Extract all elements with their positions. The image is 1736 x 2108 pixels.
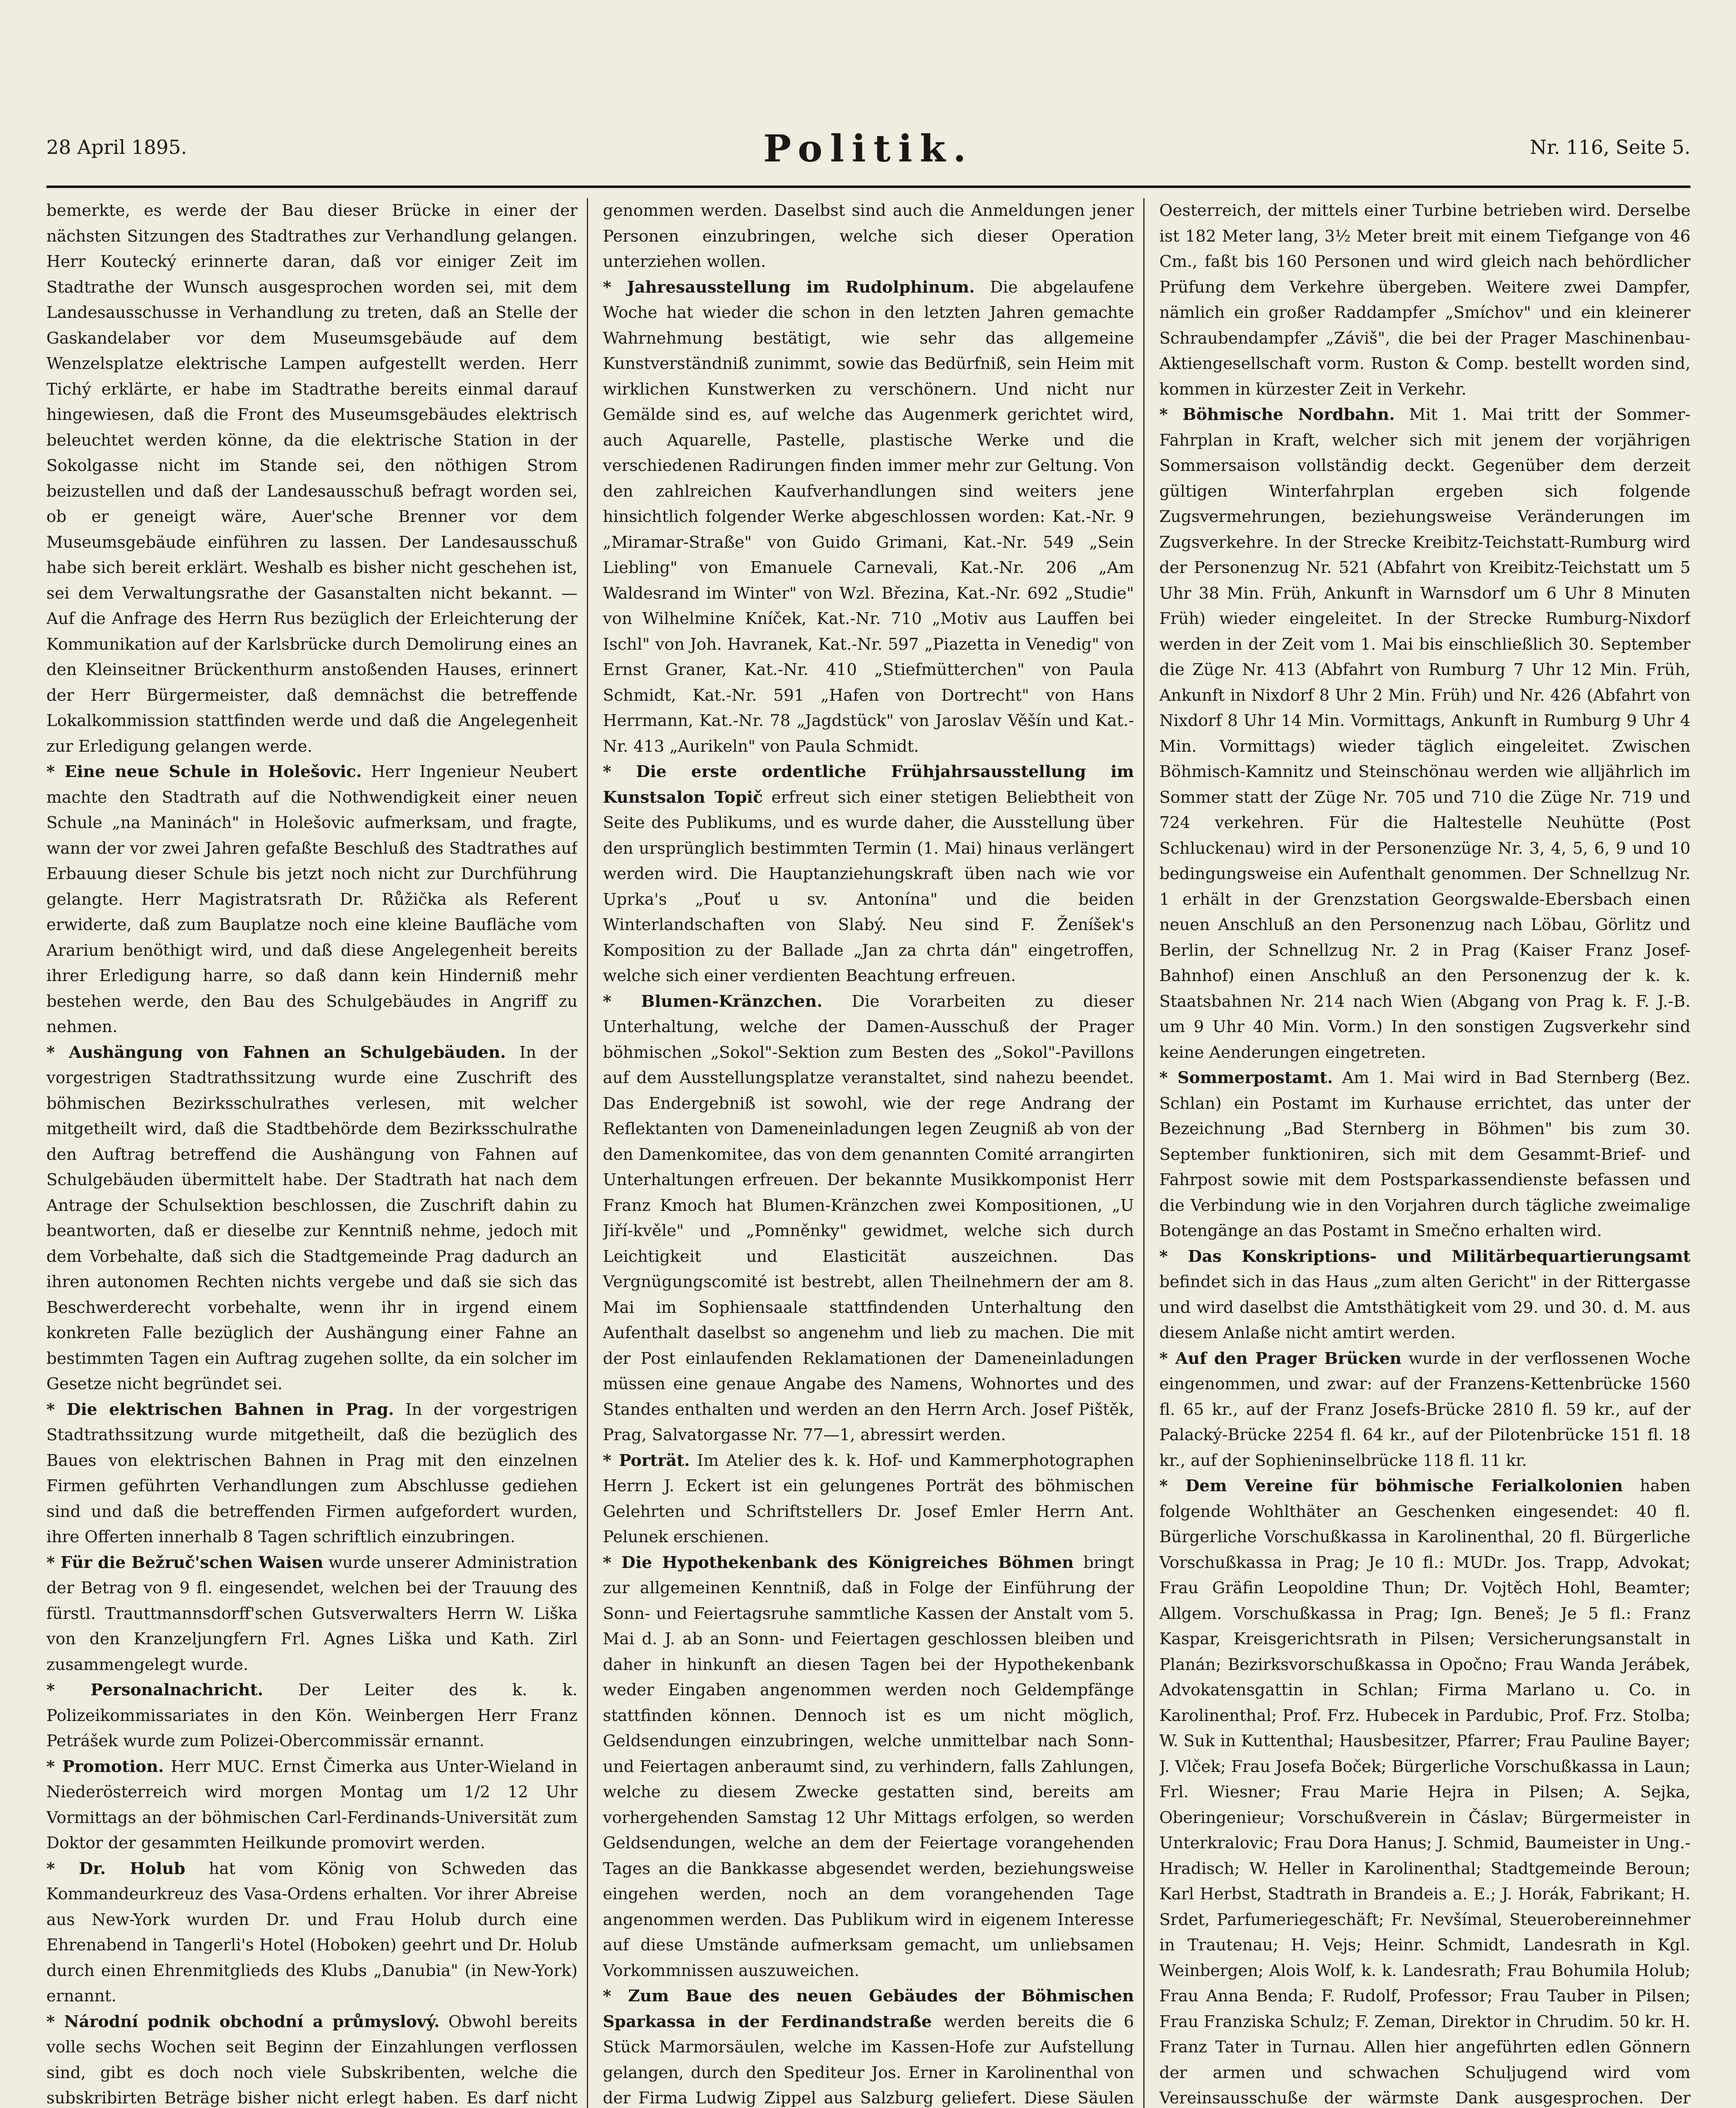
article-body: Im Atelier des k. k. Hof- und Kammerphotographen Herrn J. Eckert ist ein gelungenes Porträt des böhmischen Gelehrten und Schriftstellers Dr. Josef Emler Herrn Ant. Pelunek erschienen. [603,1451,1134,1546]
article [46,1040,578,1397]
article-headline: * Dem Vereine für böhmische Ferialkolonien [1159,1476,1623,1495]
article-headline: * Auf den Prager Brücken [1159,1349,1402,1368]
text-column-2 [603,198,1134,2108]
article [46,1397,578,1550]
article-headline: * Sommerpostamt. [1159,1068,1333,1087]
article-headline: * Für die Bežruč'schen Waisen [46,1553,323,1572]
article-body: Obwohl bereits volle sechs Wochen seit Beginn der Einzahlungen verflossen sind, gibt es doch noch viele Subskribenten, welche die subskribirten Beträge bisher nicht erlegt haben. Es darf nicht [46,2012,578,2108]
article-headline: * Zum Baue des neuen Gebäudes der Böhmischen Sparkassa in der Ferdinandstraße [603,1987,1134,2031]
text-column-1 [46,198,578,2108]
article-headline: * Das Konskriptions- und Militärbequartierungsamt [1159,1247,1690,1266]
article [603,759,1134,989]
article-headline: * Aushängung von Fahnen an Schulgebäuden. [46,1043,506,1062]
article [603,198,1134,275]
page-number: Nr. 116, Seite 5. [1529,136,1690,159]
issue-date: 28 April 1895. [46,136,187,159]
article [603,1984,1134,2108]
article-body: genommen werden. Daselbst sind auch die Anmeldungen jener Personen einzubringen, welche sich dieser Operation unterziehen wollen. [603,201,1134,271]
article-body: werden bereits die 6 Stück Marmorsäulen, welche im Kassen-Hofe zur Aufstellung gelangen, durch den Spediteur Jos. Erner in Karolinenthal von der Firma Ludwig Zippel aus Salzburg geliefert. Diese Säulen [603,2012,1134,2108]
article-body: Die abgelaufene Woche hat wieder die schon in den letzten Jahren gemachte Wahrnehmung bestätigt, wie sehr das allgemeine Kunstverständniß zunimmt, sowie das Bedürfniß, sein Heim mit wirklichen Kunstwerken zu verschönern. Und nicht nur Gemälde sind es, auf welche das Augenmerk gerichtet wird, auch Aquarelle, Pastelle, plastische Werke und die verschiedenen Radirungen finden immer mehr zur Geltung. Von den zahlreichen Kaufverhandlungen sind weiters jene hinsichtlich folgender Werke abgeschlossen worden: Kat.-Nr. 9 „Miramar-Straße" von Guido Grimani, Kat.-Nr. 549 „Sein Liebling" von Emanuele Carnevali, Kat.-Nr. 206 „Am Waldesrand im Winter" von Wzl. Březina, Kat.-Nr. 692 „Studie" von Wilhelmine Kníček, Kat.-Nr. 710 „Motiv aus Lauffen bei Ischl" von Joh. Havranek, Kat.-Nr. 597 „Piazetta in Venedig" von Ernst Graner, Kat.-Nr. 410 „Stiefmütterchen" von Paula Schmidt, Kat.-Nr. 591 „Hafen von Dortrecht" von Hans Herrmann, Kat.-Nr. 78 „Jagdstück" von Jaroslav Věšín und Kat.-Nr. 413 „Aurikeln" von Paula Schmidt. [603,277,1134,756]
article-body: hat vom König von Schweden das Kommandeurkreuz des Vasa-Ordens erhalten. Vor ihrer Abreise aus New-York wurden Dr. und Frau Holub durch eine Ehrenabend in Tangerli's Hotel (Hoboken) geehrt und Dr. Holub durch einen Ehrenmitglieds des Klubs „Danubia" (in New-York) ernannt. [46,1859,578,2006]
article-headline: * Blumen-Kränzchen. [603,992,822,1011]
article [46,759,578,1040]
article-body: erfreut sich einer stetigen Beliebtheit von Seite des Publikums, und es wurde daher, die Ausstellung über den ursprünglich bestimmten Termin (1. Mai) hinaus verlängert werden wird. Die Hauptanziehungskraft üben nach wie vor Uprka's „Pouť u sv. Antonína" und die beiden Winterlandschaften von Slabý. Neu sind F. Ženíšek's Komposition zu der Ballade „Jan za chrta dán" eingetroffen, welche sich einer verdienten Beachtung erfreuen. [603,788,1134,985]
article-body: Herr Ingenieur Neubert machte den Stadtrath auf die Nothwendigkeit einer neuen Schule „na Maninách" in Holešovic aufmerksam, und fragte, wann der vor zwei Jahren gefaßte Beschluß des Stadtrathes auf Erbauung dieser Schule bis jetzt noch nicht zur Durchführung gelangte. Herr Magistratsrath Dr. Růžička als Referent erwiderte, daß zum Bauplatze noch eine kleine Baufläche vom Ararium benöthigt wird, und daß diese Angelegenheit bereits ihrer Erledigung harre, so daß dann kein Hinderniß mehr bestehen werde, den Bau des Schulgebäudes in Angriff zu nehmen. [46,762,578,1036]
article-headline: * Die Hypothekenbank des Königreiches Böhmen [603,1553,1074,1572]
article-body: bemerkte, es werde der Bau dieser Brücke in einer der nächsten Sitzungen des Stadtrathes zur Verhandlung gelangen. Herr Koutecký erinnerte daran, daß vor einiger Zeit im Stadtrathe der Wunsch ausgesprochen worden sei, mit dem Landesausschusse in Verhandlung zu treten, daß an Stelle der Gaskandelaber vor dem Museumsgebäude auf dem Wenzelsplatze elektrische Lampen aufgestellt werden. Herr Tichý erklärte, er habe im Stadtrathe bereits einmal darauf hingewiesen, daß die Front des Museumsgebäudes elektrisch beleuchtet werden könne, da die elektrische Station in der Sokolgasse nicht im Stande sei, den nöthigen Strom beizustellen und daß der Landesausschuß befragt worden sei, ob er geneigt wäre, Auer'sche Brenner vor dem Museumsgebäude einführen zu lassen. Der Landesausschuß habe sich bereit erklärt. Weshalb es bisher nicht geschehen ist, sei dem Verwaltungsrathe der Gasanstalten nicht bekannt. — Auf die Anfrage des Herrn Rus bezüglich der Erleichterung der Kommunikation auf der Karlsbrücke durch Demolirung eines an den Kleinseitner Brückenthurm anstoßenden Hauses, erinnert der Herr Bürgermeister, daß demnächst die betreffende Lokalkommission stattfinden werde und daß die Angelegenheit zur Erledigung gelangen werde. [46,201,578,756]
article-headline: * Porträt. [603,1451,690,1470]
article [46,1550,578,1678]
article-headline: * Dr. Holub [46,1859,185,1878]
article-body: Der Leiter des k. k. Polizeikommissariates in den Kön. Weinbergen Herr Franz Petrášek wurde zum Polizei-Obercommissär ernannt. [46,1680,578,1750]
article-headline: * Böhmische Nordbahn. [1159,405,1395,424]
article [603,275,1134,760]
article [1159,1346,1690,1474]
article-headline: * Národní podnik obchodní a průmyslový. [46,2012,440,2031]
article-headline: * Die elektrischen Bahnen in Prag. [46,1400,394,1419]
article-headline: * Jahresausstellung im Rudolphinum. [603,277,975,297]
text-column-3 [1159,198,1690,2108]
article-body: Oesterreich, der mittels einer Turbine betrieben wird. Derselbe ist 182 Meter lang, 3½ Meter breit mit einem Tiefgange von 46 Cm., faßt bis 160 Personen und wird gleich nach behördlicher Prüfung dem Verkehre übergeben. Weitere zwei Dampfer, nämlich ein großer Raddampfer „Smíchov" und ein kleinerer Schraubendampfer „Záviš", die bei der Prager Maschinenbau-Aktiengesellschaft vorm. Ruston & Comp. bestellt worden sind, kommen in kürzester Zeit in Verkehr. [1159,201,1690,399]
article [46,1856,578,2009]
article [1159,1244,1690,1346]
article-body: Herr MUC. Ernst Čimerka aus Unter-Wieland in Niederösterreich wird morgen Montag um 1/2 12 Uhr Vormittags an der böhmischen Carl-Ferdinands-Universität zum Doktor der gesammten Heilkunde promovirt werden. [46,1757,578,1853]
article [46,1678,578,1754]
article-headline: * Eine neue Schule in Holešovic. [46,762,362,781]
article-body: bringt zur allgemeinen Kenntniß, daß in Folge der Einführung der Sonn- und Feiertagsruhe sammtliche Kassen der Anstalt vom 5. Mai d. J. ab an Sonn- und Feiertagen geschlossen bleiben und daher in hinkunft an diesen Tagen bei der Hypothekenbank weder Eingaben angenommen werden noch Geldempfänge stattfinden können. Dennoch ist es um nicht möglich, Geldsendungen einzubringen, welche unmittelbar nach Sonn- und Feiertagen anberaumt sind, zu verhindern, falls Zahlungen, welche zu diesem Zwecke gestatten sind, bereits am vorhergehenden Samstag 12 Uhr Mittags erfolgen, so werden Geldsendungen, welche an dem der Feiertage vorangehenden Tages an die Bankkasse abgesendet werden, beziehungsweise eingehen werden, noch an dem vorangehenden Tage angenommen werden. Das Publikum wird in eigenem Interesse auf diese Umstände aufmerksam gemacht, um unliebsamen Vorkommnissen auszuweichen. [603,1553,1134,1980]
section-title: Politik. [763,126,974,170]
article [603,1448,1134,1550]
article-body: befindet sich in das Haus „zum alten Gericht" in der Rittergasse und wird daselbst die Amtsthätigkeit vom 29. und 30. d. M. aus diesem Anlaße nicht amtirt werden. [1159,1272,1690,1342]
column-divider [1143,198,1145,2108]
article-body: wurde in der verflossenen Woche eingenommen, und zwar: auf der Franzens-Kettenbrücke 1560 fl. 65 kr., auf der Franz Josefs-Brücke 2810 fl. 59 kr., auf der Palacký-Brücke 2254 fl. 64 kr., auf der Pilotenbrücke 151 fl. 18 kr., auf der Sophieninselbrücke 118 fl. 11 kr. [1159,1349,1690,1470]
article-body: In der vorgestrigen Stadtrathssitzung wurde mitgetheilt, daß die bezüglich des Baues von elektrischen Bahnen in Prag mit den einzelnen Firmen geführten Verhandlungen zum Abschlusse gediehen sind und daß die betreffenden Firmen aufgefordert wurden, ihre Offerten innerhalb 8 Tagen schriftlich einzubringen. [46,1400,578,1546]
article-headline: * Die erste ordentliche Frühjahrsausstellung im Kunstsalon Topič [603,762,1134,807]
article [1159,1065,1690,1244]
header-rule [46,186,1690,188]
article-headline: * Personalnachricht. [46,1680,263,1699]
masthead [46,126,1690,181]
article-body: wurde unserer Administration der Betrag von 9 fl. eingesendet, welchen bei der Trauung des fürstl. Trauttmannsdorff'schen Gutsverwalters Herrn W. Liška von den Kranzeljungfern Frl. Agnes Liška und Kath. Zirl zusammengelegt wurde. [46,1553,578,1674]
article-body: Mit 1. Mai tritt der Sommer-Fahrplan in Kraft, welcher sich mit jenem der vorjährigen Sommersaison vollständig deckt. Gegenüber dem derzeit gültigen Winterfahrplan ergeben sich folgende Zugsvermehrungen, beziehungsweise Veränderungen im Zugsverkehre. In der Strecke Kreibitz-Teichstatt-Rumburg wird der Personenzug Nr. 521 (Abfahrt von Kreibitz-Teichstatt um 5 Uhr 38 Min. Früh, Ankunft in Warnsdorf um 6 Uhr 8 Minuten Früh) wieder eingeleitet. In der Strecke Rumburg-Nixdorf werden in der Zeit vom 1. Mai bis einschließlich 30. September die Züge Nr. 413 (Abfahrt von Rumburg 7 Uhr 12 Min. Früh, Ankunft in Nixdorf 8 Uhr 2 Min. Früh) und Nr. 426 (Abfahrt von Nixdorf 8 Uhr 14 Min. Vormittags, Ankunft in Rumburg 9 Uhr 4 Min. Vormittags) wieder täglich eingeleitet. Zwischen Böhmisch-Kamnitz und Steinschönau werden wie alljährlich im Sommer statt der Züge Nr. 705 und 710 die Züge Nr. 719 und 724 verkehren. Für die Haltestelle Neuhütte (Post Schluckenau) wird in der Personenzüge Nr. 3, 4, 5, 6, 9 und 10 bedingungsweise ein Aufenthalt genommen. Der Schnellzug Nr. 1 erhält in der Grenzstation Georgswalde-Ebersbach einen neuen Anschluß an den Personenzug nach Löbau, Görlitz und Berlin, der Schnellzug Nr. 2 in Prag (Kaiser Franz Josef-Bahnhof) einen Anschluß an den Personenzug der k. k. Staatsbahnen Nr. 214 nach Wien (Abgang von Prag k. F. J.-B. um 9 Uhr 40 Min. Vorm.) In den sonstigen Zugsverkehr sind keine Aenderungen eingetreten. [1159,405,1690,1062]
article [46,198,578,759]
article [603,989,1134,1448]
article [1159,402,1690,1065]
article [1159,1473,1690,2108]
column-divider [587,198,588,2108]
article [46,1754,578,1856]
article [1159,198,1690,402]
article-body: Am 1. Mai wird in Bad Sternberg (Bez. Schlan) ein Postamt im Kurhause errichtet, das unter der Bezeichnung „Bad Sternberg in Böhmen" bis zum 30. September funktioniren, sich mit dem Gesammt-Brief- und Fahrpost sowie mit dem Postsparkassendienste befassen und die Verbindung wie in den Vorjahren durch tägliche zweimalige Botengänge an das Postamt in Smečno erhalten wird. [1159,1068,1690,1240]
article-body: In der vorgestrigen Stadtrathssitzung wurde eine Zuschrift des böhmischen Bezirksschulrathes verlesen, mit welcher mitgetheilt wird, daß die Stadtbehörde dem Bezirksschulrathe den Auftrag betreffend die Aushängung von Fahnen auf Schulgebäuden übermittelt habe. Der Stadtrath hat nach dem Antrage der Schulsektion beschlossen, die Zuschrift dahin zu beantworten, daß er dieselbe zur Kenntniß nehme, jedoch mit dem Vorbehalte, daß sich die Stadtgemeinde Prag dadurch an ihren autonomen Rechten nichts vergebe und daß sie sich das Beschwerderecht vorbehalte, wenn ihr in irgend einem konkreten Falle bezüglich der Aushängung einer Fahne an bestimmten Tagen ein Auftrag zugehen sollte, da ein solcher im Gesetze nicht begründet sei. [46,1043,578,1393]
article-body: Die Vorarbeiten zu dieser Unterhaltung, welche der Damen-Ausschuß der Prager böhmischen „Sokol"-Sektion zum Besten des „Sokol"-Pavillons auf dem Ausstellungsplatze veranstaltet, sind nahezu beendet. Das Endergebniß ist sowohl, wie der rege Andrang der Reflektanten von Dameneinladungen legen Zeugniß ab von der den Damenkomitee, das von dem genannten Comité arrangirten Unterhaltungen erfreuen. Der bekannte Musikkomponist Herr Franz Kmoch hat Blumen-Kränzchen zwei Kompositionen, „U Jiří-kvěle" und „Pomněnky" gewidmet, welche sich durch Leichtigkeit und Elasticität auszeichnen. Das Vergnügungscomité ist bestrebt, allen Theilnehmern der am 8. Mai im Sophiensaale stattfindenden Unterhaltung den Aufenthalt daselbst so angenehm und lieb zu machen. Die mit der Post einlaufenden Reklamationen der Dameneinladungen müssen eine genaue Angabe des Namens, Wohnortes und des Standes enthalten und werden an den Herrn Arch. Josef Pištěk, Prag, Salvatorgasse Nr. 77—1, abressirt werden. [603,992,1134,1444]
article-body: haben folgende Wohlthäter an Geschenken eingesendet: 40 fl. Bürgerliche Vorschußkassa in Karolinenthal, 20 fl. Bürgerliche Vorschußkassa in Prag; Je 10 fl.: MUDr. Jos. Trapp, Advokat; Frau Gräfin Leopoldine Thun; Dr. Vojtěch Hohl, Beamter; Allgem. Vorschußkassa in Prag; Ign. Beneš; Je 5 fl.: Franz Kaspar, Kreisgerichtsrath in Pilsen; Versicherungsanstalt in Planán; Bezirksvorschußkassa in Opočno; Frau Wanda Jerábek, Advokatensgattin in Schlan; Firma Marlano u. Co. in Karolinenthal; Prof. Frz. Hubecek in Pardubic, Prof. Frz. Stolba; W. Suk in Kuttenthal; Hausbesitzer, Pfarrer; Frau Pauline Bayer; J. Vlček; Frau Josefa Boček; Bürgerliche Vorschußkassa in Laun; Frl. Wiesner; Frau Marie Hejra in Pilsen; A. Sejka, Oberingenieur; Vorschußverein in Čáslav; Bürgermeister in Unterkralovic; Frau Dora Hanus; J. Schmid, Baumeister in Ung.-Hradisch; W. Heller in Karolinenthal; Stadtgemeinde Beroun; Karl Herbst, Stadtrath in Brandeis a. E.; J. Horák, Fabrikant; H. Srdet, Parfumeriegeschäft; Fr. Nevšímal, Steuerobereinnehmer in Trautenau; H. Vejs; Heinr. Schmidt, Landesrath in Kgl. Weinbergen; Alois Wolf, k. k. Landesrath; Frau Bohumila Holub; Frau Anna Benda; F. Rudolf, Professor; Frau Tauber in Pilsen; Frau Franziska Schulz; F. Zeman, Direktor in Chrudim. 50 kr. H. Franz Tater in Turnau. Allen hier angeführten edlen Gönnern der armen und schwachen Schuljugend wird vom Vereinsausschuße der wärmste Dank ausgesprochen. Der [1159,1476,1690,2108]
article [46,2009,578,2108]
article [603,1550,1134,1984]
article-headline: * Promotion. [46,1757,164,1776]
